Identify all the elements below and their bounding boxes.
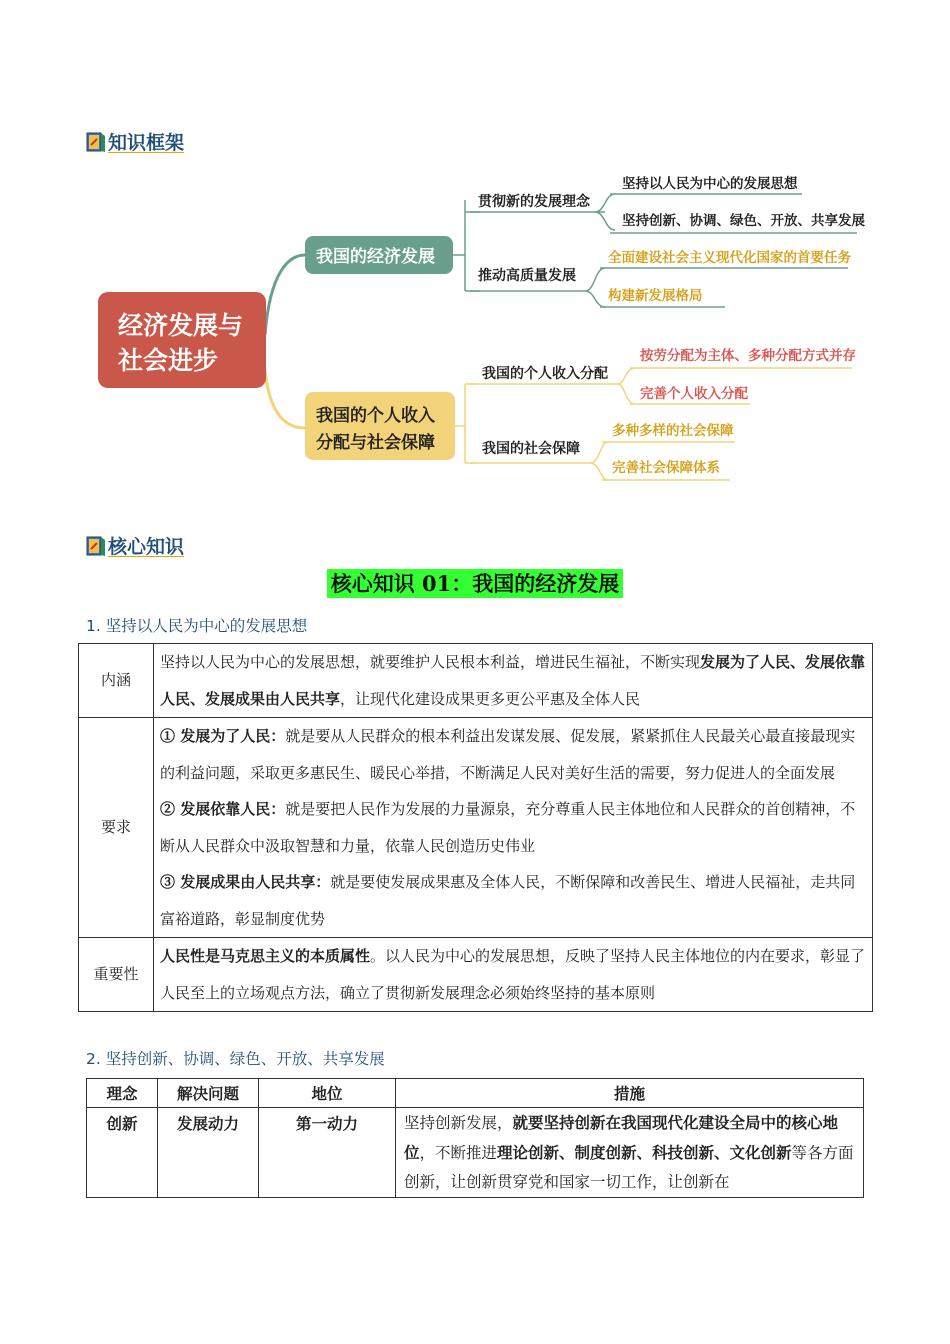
bold-text: ③ 发展成果由人民共享：	[160, 873, 331, 891]
column-header: 解决问题	[158, 1079, 259, 1108]
table-row	[79, 644, 873, 718]
row-content	[154, 938, 873, 1012]
connector	[455, 384, 475, 463]
book-icon	[86, 535, 106, 557]
text: 坚持以人民为中心的发展思想，就要维护人民根本利益，增进民生福祉，不断实现	[160, 653, 701, 671]
branch1-sub2: 推动高质量发展	[478, 268, 576, 284]
row-label: 重要性	[79, 938, 154, 1012]
bold-text: ① 发展为了人民：	[160, 727, 286, 745]
column-header: 理念	[87, 1079, 158, 1108]
bold-text: 理论创新、制度创新、科技创新、文化创新	[497, 1143, 792, 1162]
section-header-framework	[86, 128, 184, 155]
bold-text: 就要坚持创新在我国现代化建设全局中的核心地位	[404, 1113, 839, 1162]
connector	[585, 268, 605, 307]
section-title: 核心知识	[108, 536, 185, 558]
knowledge-mindmap	[90, 160, 870, 490]
connector	[265, 255, 305, 335]
cell-status: 第一动力	[259, 1108, 396, 1198]
row-content	[154, 644, 873, 718]
connector	[595, 194, 615, 230]
leaf: 多种多样的社会保障	[612, 423, 734, 439]
leaf: 坚持以人民为中心的发展思想	[622, 176, 798, 192]
subheading-1: 1. 坚持以人民为中心的发展思想	[86, 617, 308, 635]
text: 坚持创新发展，	[404, 1114, 513, 1132]
text: 就是要使发展成果惠及全体人民，不断保障和改善民生、增进人民福祉，走共同富裕道路，彰显制度优势	[160, 873, 856, 928]
root-line-2: 社会进步	[118, 346, 219, 375]
branch2-line-2: 分配与社会保障	[316, 433, 435, 453]
cell-measures	[396, 1108, 864, 1198]
leaf: 完善个人收入分配	[640, 386, 748, 402]
row-content	[154, 718, 873, 938]
text: ，让现代化建设成果更多更公平惠及全体人民	[340, 689, 641, 708]
table-row	[79, 718, 873, 938]
branch1-sub1: 贯彻新的发展理念	[478, 194, 590, 210]
connector	[618, 368, 635, 404]
branch2-sub1: 我国的个人收入分配	[482, 366, 608, 382]
bold-text: 发展为了人民、发展依靠人民、发展成果由人民共享	[160, 653, 866, 708]
text: 。以人民为中心的发展思想，反映了坚持人民主体地位的内在要求，彰显了人民至上的立场观点方法，确立了贯彻新发展理念必须始终坚持的基本原则	[160, 947, 866, 1002]
book-icon	[86, 131, 106, 153]
row-label: 内涵	[79, 644, 154, 718]
section-header-core	[86, 532, 184, 559]
root-line-1: 经济发展与	[118, 311, 244, 340]
paragraph	[160, 791, 866, 864]
text: 就是要从人民群众的根本利益出发谋发展、促发展，紧紧抓住人民最关心最直接最现实的利益问题，采取更多惠民生、暖民心举措，不断满足人民对美好生活的需要，努力促进人的全面发展	[160, 727, 856, 782]
subheading-2: 2. 坚持创新、协调、绿色、开放、共享发展	[86, 1050, 385, 1068]
paragraph	[160, 718, 866, 791]
leaf: 完善社会保障体系	[612, 460, 720, 476]
five-concepts-table	[86, 1078, 864, 1198]
branch2-sub2: 我国的社会保障	[482, 441, 580, 457]
paragraph	[160, 864, 866, 937]
column-header: 措施	[396, 1079, 864, 1108]
bold-text: 人民性是马克思主义的本质属性	[160, 947, 371, 965]
table-row	[79, 938, 873, 1012]
leaf: 坚持创新、协调、绿色、开放、共享发展	[622, 213, 865, 229]
table-header-row	[87, 1079, 864, 1108]
connector	[265, 370, 305, 428]
bold-text: ② 发展依靠人民：	[160, 800, 286, 818]
section-title: 知识框架	[108, 132, 185, 154]
connector	[590, 442, 608, 480]
leaf: 按劳分配为主体、多种分配方式并存	[640, 348, 856, 364]
leaf: 全面建设社会主义现代化国家的首要任务	[608, 250, 851, 266]
row-label: 要求	[79, 718, 154, 938]
text: 等各方面创新，让创新贯穿党和国家一切工作，让创新在	[404, 1144, 854, 1191]
branch1-title: 我国的经济发展	[316, 247, 435, 267]
core-title-text: 核心知识 01：我国的经济发展	[327, 569, 624, 598]
core-knowledge-title	[0, 568, 950, 598]
branch2-line-1: 我国的个人收入	[316, 406, 435, 426]
people-centered-table	[78, 643, 873, 1012]
cell-problem: 发展动力	[158, 1108, 259, 1198]
cell-concept: 创新	[87, 1108, 158, 1198]
leaf: 构建新发展格局	[608, 288, 703, 304]
connector	[453, 200, 480, 291]
text: 就是要把人民作为发展的力量源泉，充分尊重人民主体地位和人民群众的首创精神，不断从人民群众中汲取智慧和力量，依靠人民创造历史伟业	[160, 800, 856, 855]
text: ，不断推进	[419, 1144, 498, 1162]
column-header: 地位	[259, 1079, 396, 1108]
table-row	[87, 1108, 864, 1198]
